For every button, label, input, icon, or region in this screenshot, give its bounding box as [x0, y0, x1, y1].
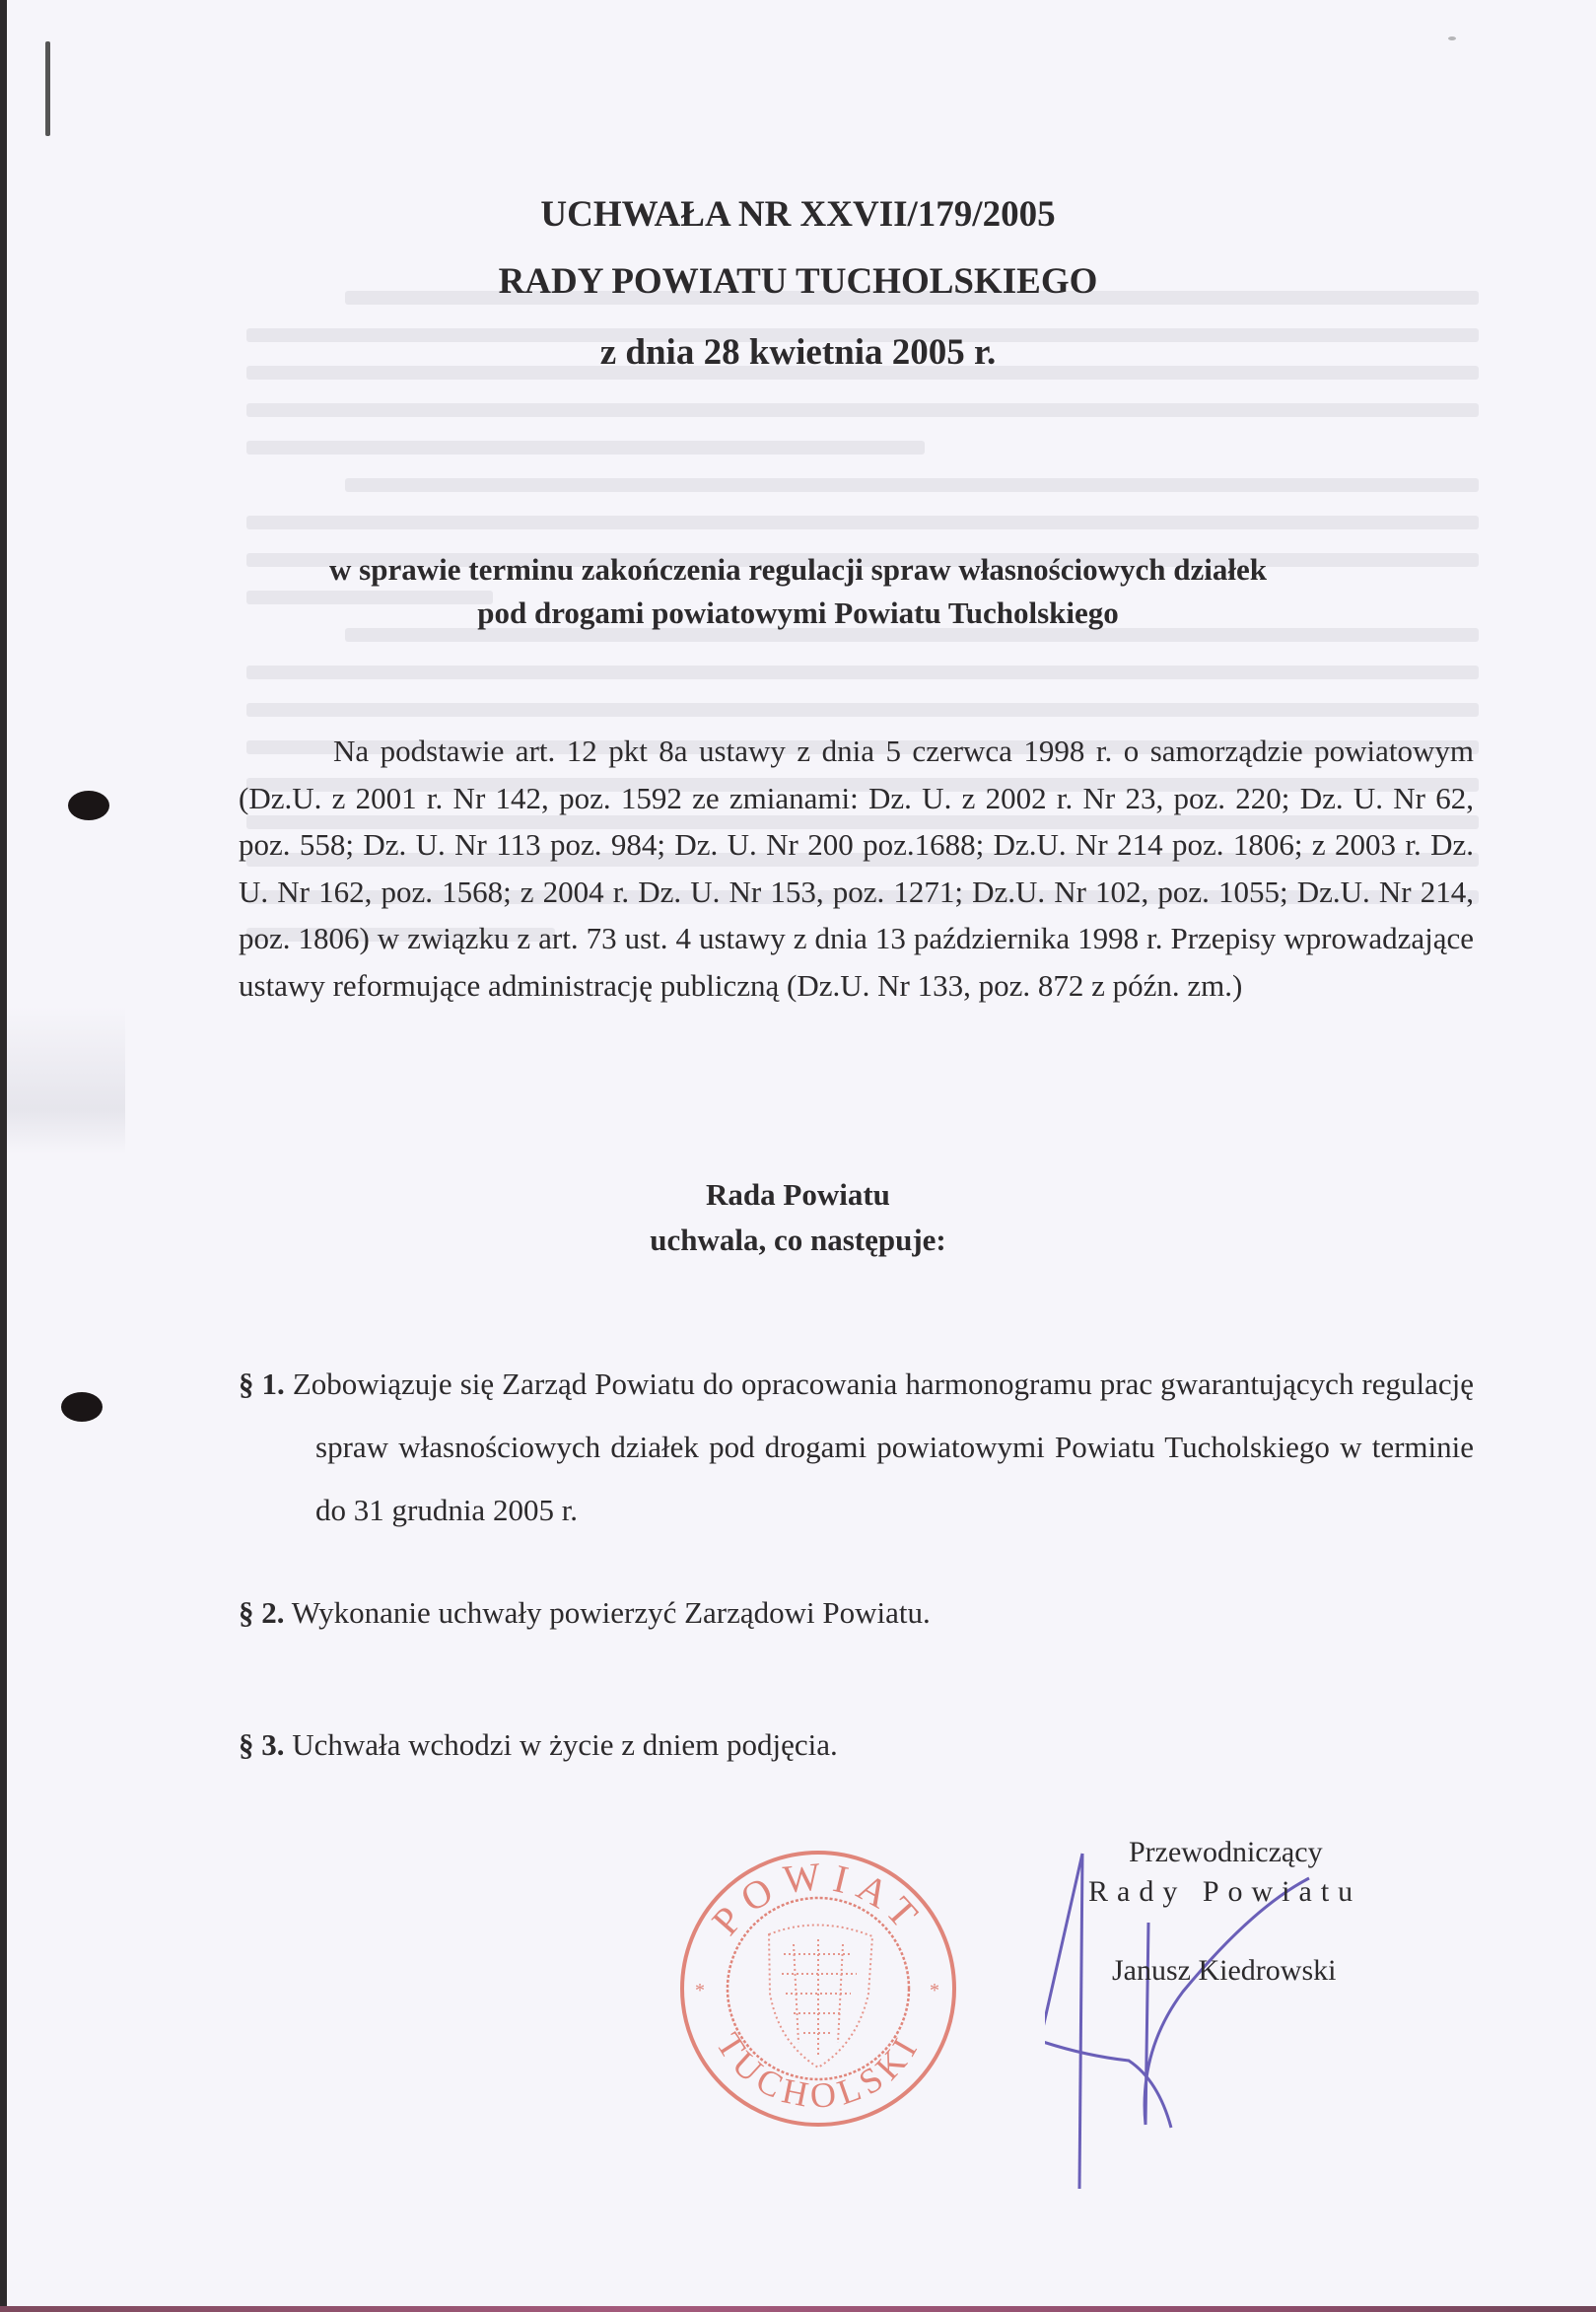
stamp-top-text: POWIAT: [703, 1853, 934, 1943]
signature-block: [1045, 1834, 1439, 2149]
scan-fold-shadow: [7, 1006, 125, 1154]
section-text: Zobowiązuje się Zarząd Powiatu do opracowania harmonogramu prac gwarantujących regulację spraw własnościowych działek pod drogami powiatowymi Powiatu Tucholskiego w terminie do 31 grudnia 2005 r.: [292, 1366, 1475, 1527]
signatory-council: Rady Powiatu: [1088, 1875, 1362, 1908]
stamp-bottom-text: TUCHOLSKI: [708, 2025, 928, 2116]
resolution-date: z dnia 28 kwietnia 2005 r.: [599, 332, 997, 373]
legal-basis-paragraph: Na podstawie art. 12 pkt 8a ustawy z dnia 5 czerwca 1998 r. o samorządzie powiatowym (Dz.U. z 2001 r. Nr 142, poz. 1592 ze zmianami: Dz. U. z 2002 r. Nr 23, poz. 220; Dz. U. Nr 62, poz. 558; Dz. U. Nr 113 poz. 984; Dz. U. Nr 200 poz.1688; Dz.U. Nr 214 poz. 1806; z 2003 r. Dz. U. Nr 162, poz. 1568; z 2004 r. Dz. U. Nr 153, poz. 1271; Dz.U. Nr 102, poz. 1055; Dz.U. Nr 214, poz. 1806) w związku z art. 73 ust. 4 ustawy z dnia 13 października 1998 r. Przepisy wprowadzające ustawy reformujące administrację publiczną (Dz.U. Nr 133, poz. 872 z późn. zm.): [239, 734, 1474, 1003]
staple-mark: [45, 41, 50, 136]
section-symbol: § 1.: [239, 1366, 285, 1401]
section-symbol: § 3.: [239, 1727, 285, 1762]
punch-hole: [61, 1392, 103, 1422]
punch-hole: [68, 791, 109, 820]
scan-bottom-edge: [0, 2306, 1596, 2312]
enacting-clause: uchwala, co następuje:: [650, 1223, 946, 1257]
dust-speck: [1448, 36, 1456, 40]
signatory-name: Janusz Kiedrowski: [1112, 1954, 1337, 1987]
official-stamp: [675, 1846, 961, 2132]
section-1: [239, 1353, 1474, 1542]
signatory-title: Przewodniczący: [1129, 1836, 1323, 1868]
subject-line-2: pod drogami powiatowymi Powiatu Tucholskiego: [477, 596, 1119, 630]
resolution-number: UCHWAŁA NR XXVII/179/2005: [540, 194, 1056, 235]
section-3: [239, 1727, 1474, 1763]
section-text: Wykonanie uchwały powierzyć Zarządowi Powiatu.: [291, 1595, 931, 1630]
issuing-body: RADY POWIATU TUCHOLSKIEGO: [498, 261, 1098, 302]
section-2: [239, 1595, 1474, 1631]
section-symbol: § 2.: [239, 1595, 285, 1630]
stamp-star-right: *: [930, 1980, 939, 2001]
stamp-star-left: *: [695, 1980, 705, 2001]
council-heading: Rada Powiatu: [706, 1177, 890, 1212]
subject-line-1: w sprawie terminu zakończenia regulacji spraw własnościowych działek: [329, 552, 1267, 587]
eagle-emblem-icon: [769, 1925, 872, 2067]
section-text: Uchwała wchodzi w życie z dniem podjęcia.: [292, 1727, 838, 1762]
